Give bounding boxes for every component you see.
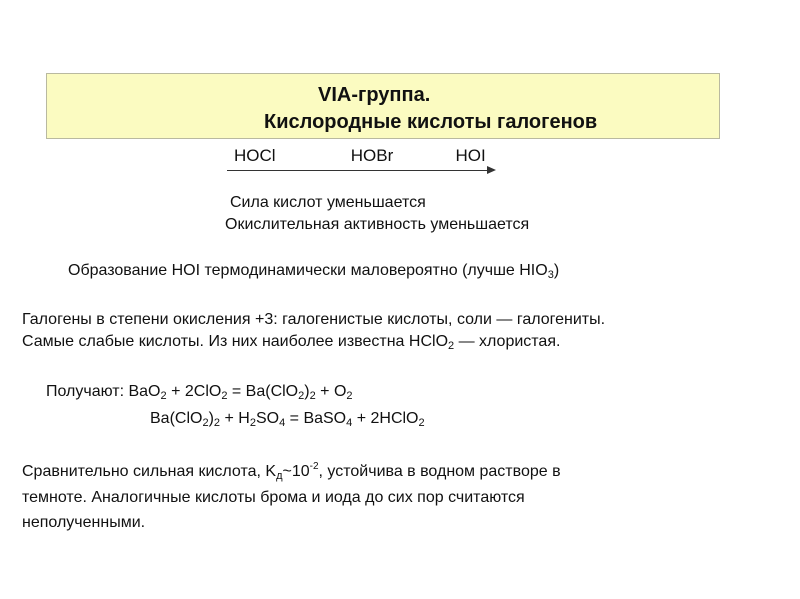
- halogens-line2: Самые слабые кислоты. Из них наиболее известна HClO$_2$ — хлористая.: [22, 333, 561, 352]
- slide-title: VIA-группа.: [318, 84, 431, 106]
- comparison-line3: неполученными.: [22, 514, 146, 531]
- reaction-1: Получают: $BaO_2 + 2ClO_2 = Ba(ClO_2)_2 + O_2$: [46, 383, 353, 402]
- strength-trend: Сила кислот уменьшается: [230, 194, 426, 211]
- acid-hoi: HOI: [455, 146, 486, 165]
- comparison-line2: темноте. Аналогичные кислоты брома и иода до сих пор считаются: [22, 489, 525, 506]
- reaction-2: $Ba(ClO_2)_2 + H_2SO_4$ = BaSO$_4$ + 2HClO$_2$: [150, 410, 425, 429]
- acid-hobr: HOBr: [350, 146, 394, 165]
- oxidizing-trend: Окислительная активность уменьшается: [225, 216, 530, 233]
- trend-arrow: [227, 170, 489, 171]
- formation-note: Образование HOI термодинамически маловероятно (лучше $HIO_3$): [68, 262, 560, 281]
- slide-subtitle: Кислородные кислоты галогенов: [264, 111, 598, 133]
- trend-arrowhead: [487, 166, 496, 174]
- comparison-line1: Сравнительно сильная кислота, $K_д\sim 10^{-2}$, устойчива в водном растворе в: [22, 461, 561, 482]
- acid-hocl: HOCl: [234, 146, 276, 165]
- halogens-line1: Галогены в степени окисления +3: галогенистые кислоты, соли — галогениты.: [22, 311, 606, 328]
- acid-series: [234, 146, 486, 166]
